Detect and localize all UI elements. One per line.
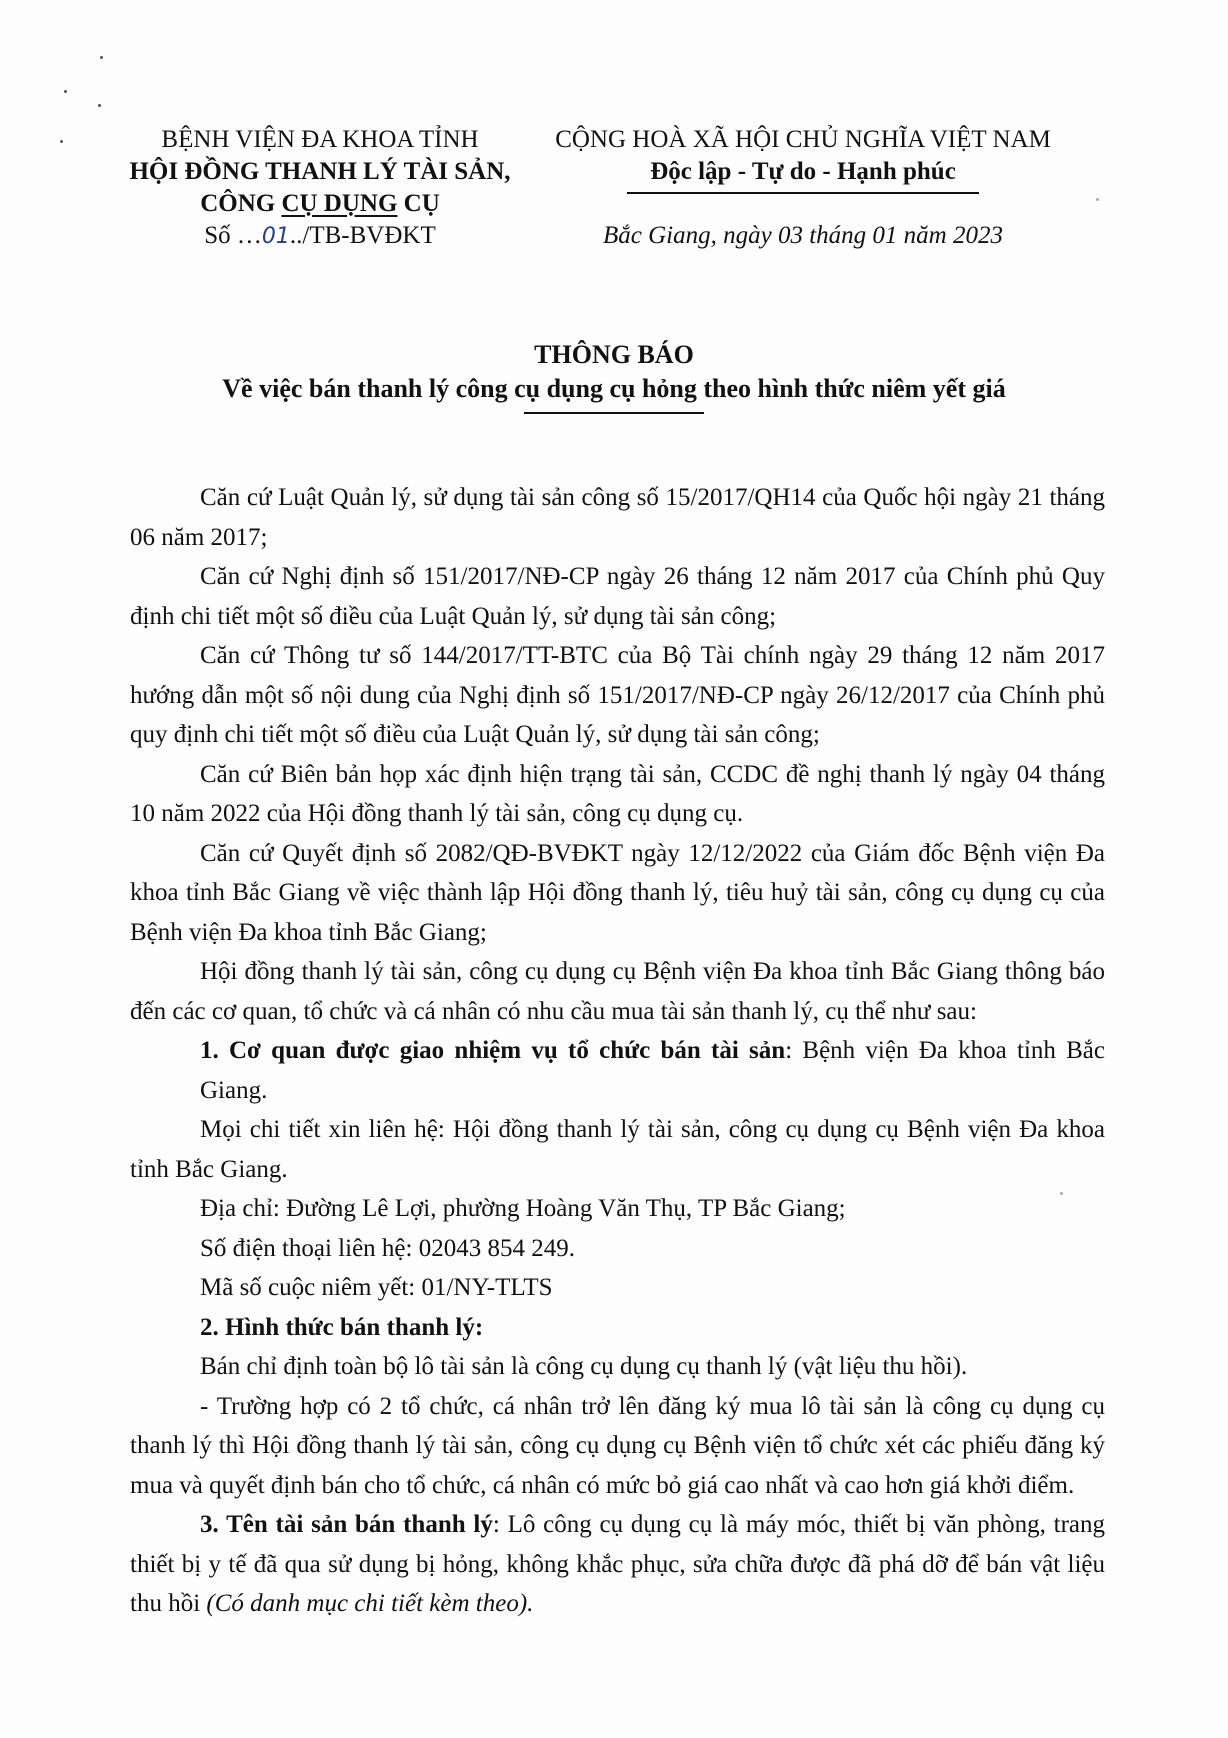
section-2-heading: 2. Hình thức bán thanh lý: bbox=[200, 1313, 484, 1341]
document-title-block bbox=[0, 338, 1228, 414]
document-number-suffix: ../TB-BVĐKT bbox=[289, 222, 436, 249]
council-name-line2-b: CỤ DỤNG bbox=[281, 190, 398, 217]
national-motto: Độc lập - Tự do - Hạnh phúc bbox=[650, 158, 956, 185]
document-date: Bắc Giang, ngày 03 tháng 01 năm 2023 bbox=[603, 222, 1003, 249]
section-1-text: : Bệnh viện Đa khoa tỉnh Bắc Giang. bbox=[200, 1037, 1105, 1104]
section-3-heading: 3. Tên tài sản bán thanh lý bbox=[200, 1511, 493, 1538]
section-1-address: Địa chỉ: Đường Lê Lợi, phường Hoàng Văn Thụ, TP Bắc Giang; bbox=[200, 1195, 846, 1222]
section-3 bbox=[130, 1505, 1105, 1624]
section-1-listing-code: Mã số cuộc niêm yết: 01/NY-TLTS bbox=[200, 1274, 553, 1301]
section-1-phone: Số điện thoại liên hệ: 02043 854 249. bbox=[200, 1234, 575, 1262]
council-name-line2 bbox=[100, 188, 540, 220]
section-2-paragraph-1: Bán chỉ định toàn bộ lô tài sản là công cụ dụng cụ thanh lý (vật liệu thu hồi). bbox=[200, 1353, 968, 1380]
section-1 bbox=[130, 1031, 1105, 1110]
issuer-block bbox=[100, 124, 540, 253]
paragraph-legal-basis-5: Căn cứ Quyết định số 2082/QĐ-BVĐKT ngày 12/12/2022 của Giám đốc Bệnh viện Đa khoa tỉnh Bắc Giang về việc thành lập Hội đồng thanh lý, tiêu huỷ tài sản, công cụ dụng cụ của Bệnh viện Đa khoa tỉnh Bắc Giang; bbox=[130, 839, 1105, 946]
nation-name: CỘNG HOÀ XÃ HỘI CHỦ NGHĨA VIỆT NAM bbox=[555, 126, 1051, 153]
document-number-prefix: Số … bbox=[204, 222, 262, 249]
section-1-heading: 1. Cơ quan được giao nhiệm vụ tổ chức bán tài sản bbox=[200, 1037, 786, 1064]
hospital-name: BỆNH VIỆN ĐA KHOA TỈNH bbox=[161, 126, 479, 153]
section-3-text: : Lô công cụ dụng cụ là máy móc, thiết bị văn phòng, trang thiết bị y tế đã qua sử dụng bị hỏng, không khắc phục, sửa chữa được đã phá dỡ để bán vật liệu thu hồi bbox=[130, 1511, 1105, 1617]
handwritten-number: 01 bbox=[261, 224, 290, 249]
council-name-line2-a: CÔNG bbox=[200, 190, 282, 217]
section-2-paragraph-2: - Trường hợp có 2 tổ chức, cá nhân trở lên đăng ký mua lô tài sản là công cụ dụng cụ thanh lý thì Hội đồng thanh lý tài sản, công cụ dụng cụ Bệnh viện tổ chức xét các phiếu đăng ký mua và quyết định bán cho tổ chức, cá nhân có mức bỏ giá cao nhất và cao hơn giá khởi điểm. bbox=[130, 1392, 1105, 1499]
paragraph-legal-basis-4: Căn cứ Biên bản họp xác định hiện trạng tài sản, CCDC đề nghị thanh lý ngày 04 tháng 10 năm 2022 của Hội đồng thanh lý tài sản, công cụ dụng cụ. bbox=[130, 760, 1105, 827]
national-header bbox=[548, 124, 1058, 194]
motto-underline bbox=[627, 192, 979, 194]
paragraph-legal-basis-1: Căn cứ Luật Quản lý, sử dụng tài sản công số 15/2017/QH14 của Quốc hội ngày 21 tháng 06 năm 2017; bbox=[130, 484, 1105, 551]
paragraph-legal-basis-2: Căn cứ Nghị định số 151/2017/NĐ-CP ngày 26 tháng 12 năm 2017 của Chính phủ Quy định chi tiết một số điều của Luật Quản lý, sử dụng tài sản công; bbox=[130, 563, 1105, 630]
section-3-note: (Có danh mục chi tiết kèm theo). bbox=[206, 1590, 534, 1617]
council-name-line2-c: CỤ bbox=[397, 190, 440, 217]
paragraph-announcement: Hội đồng thanh lý tài sản, công cụ dụng cụ Bệnh viện Đa khoa tỉnh Bắc Giang thông báo đến các cơ quan, tổ chức và cá nhân có nhu cầu mua tài sản thanh lý, cụ thể như sau: bbox=[130, 958, 1105, 1025]
document-title: THÔNG BÁO bbox=[534, 340, 694, 369]
document-subtitle: Về việc bán thanh lý công cụ dụng cụ hỏng theo hình thức niêm yết giá bbox=[222, 374, 1006, 403]
document-body bbox=[130, 478, 1105, 1624]
title-underline bbox=[524, 412, 704, 414]
paragraph-legal-basis-3: Căn cứ Thông tư số 144/2017/TT-BTC của Bộ Tài chính ngày 29 tháng 12 năm 2017 hướng dẫn một số nội dung của Nghị định số 151/2017/NĐ-CP ngày 26/12/2017 của Chính phủ quy định chi tiết một số điều của Luật Quản lý, sử dụng tài sản công; bbox=[130, 642, 1105, 748]
document-number bbox=[100, 220, 540, 253]
section-1-contact: Mọi chi tiết xin liên hệ: Hội đồng thanh lý tài sản, công cụ dụng cụ Bệnh viện Đa khoa tỉnh Bắc Giang. bbox=[130, 1116, 1105, 1183]
council-name-line1: HỘI ĐỒNG THANH LÝ TÀI SẢN, bbox=[129, 158, 511, 185]
